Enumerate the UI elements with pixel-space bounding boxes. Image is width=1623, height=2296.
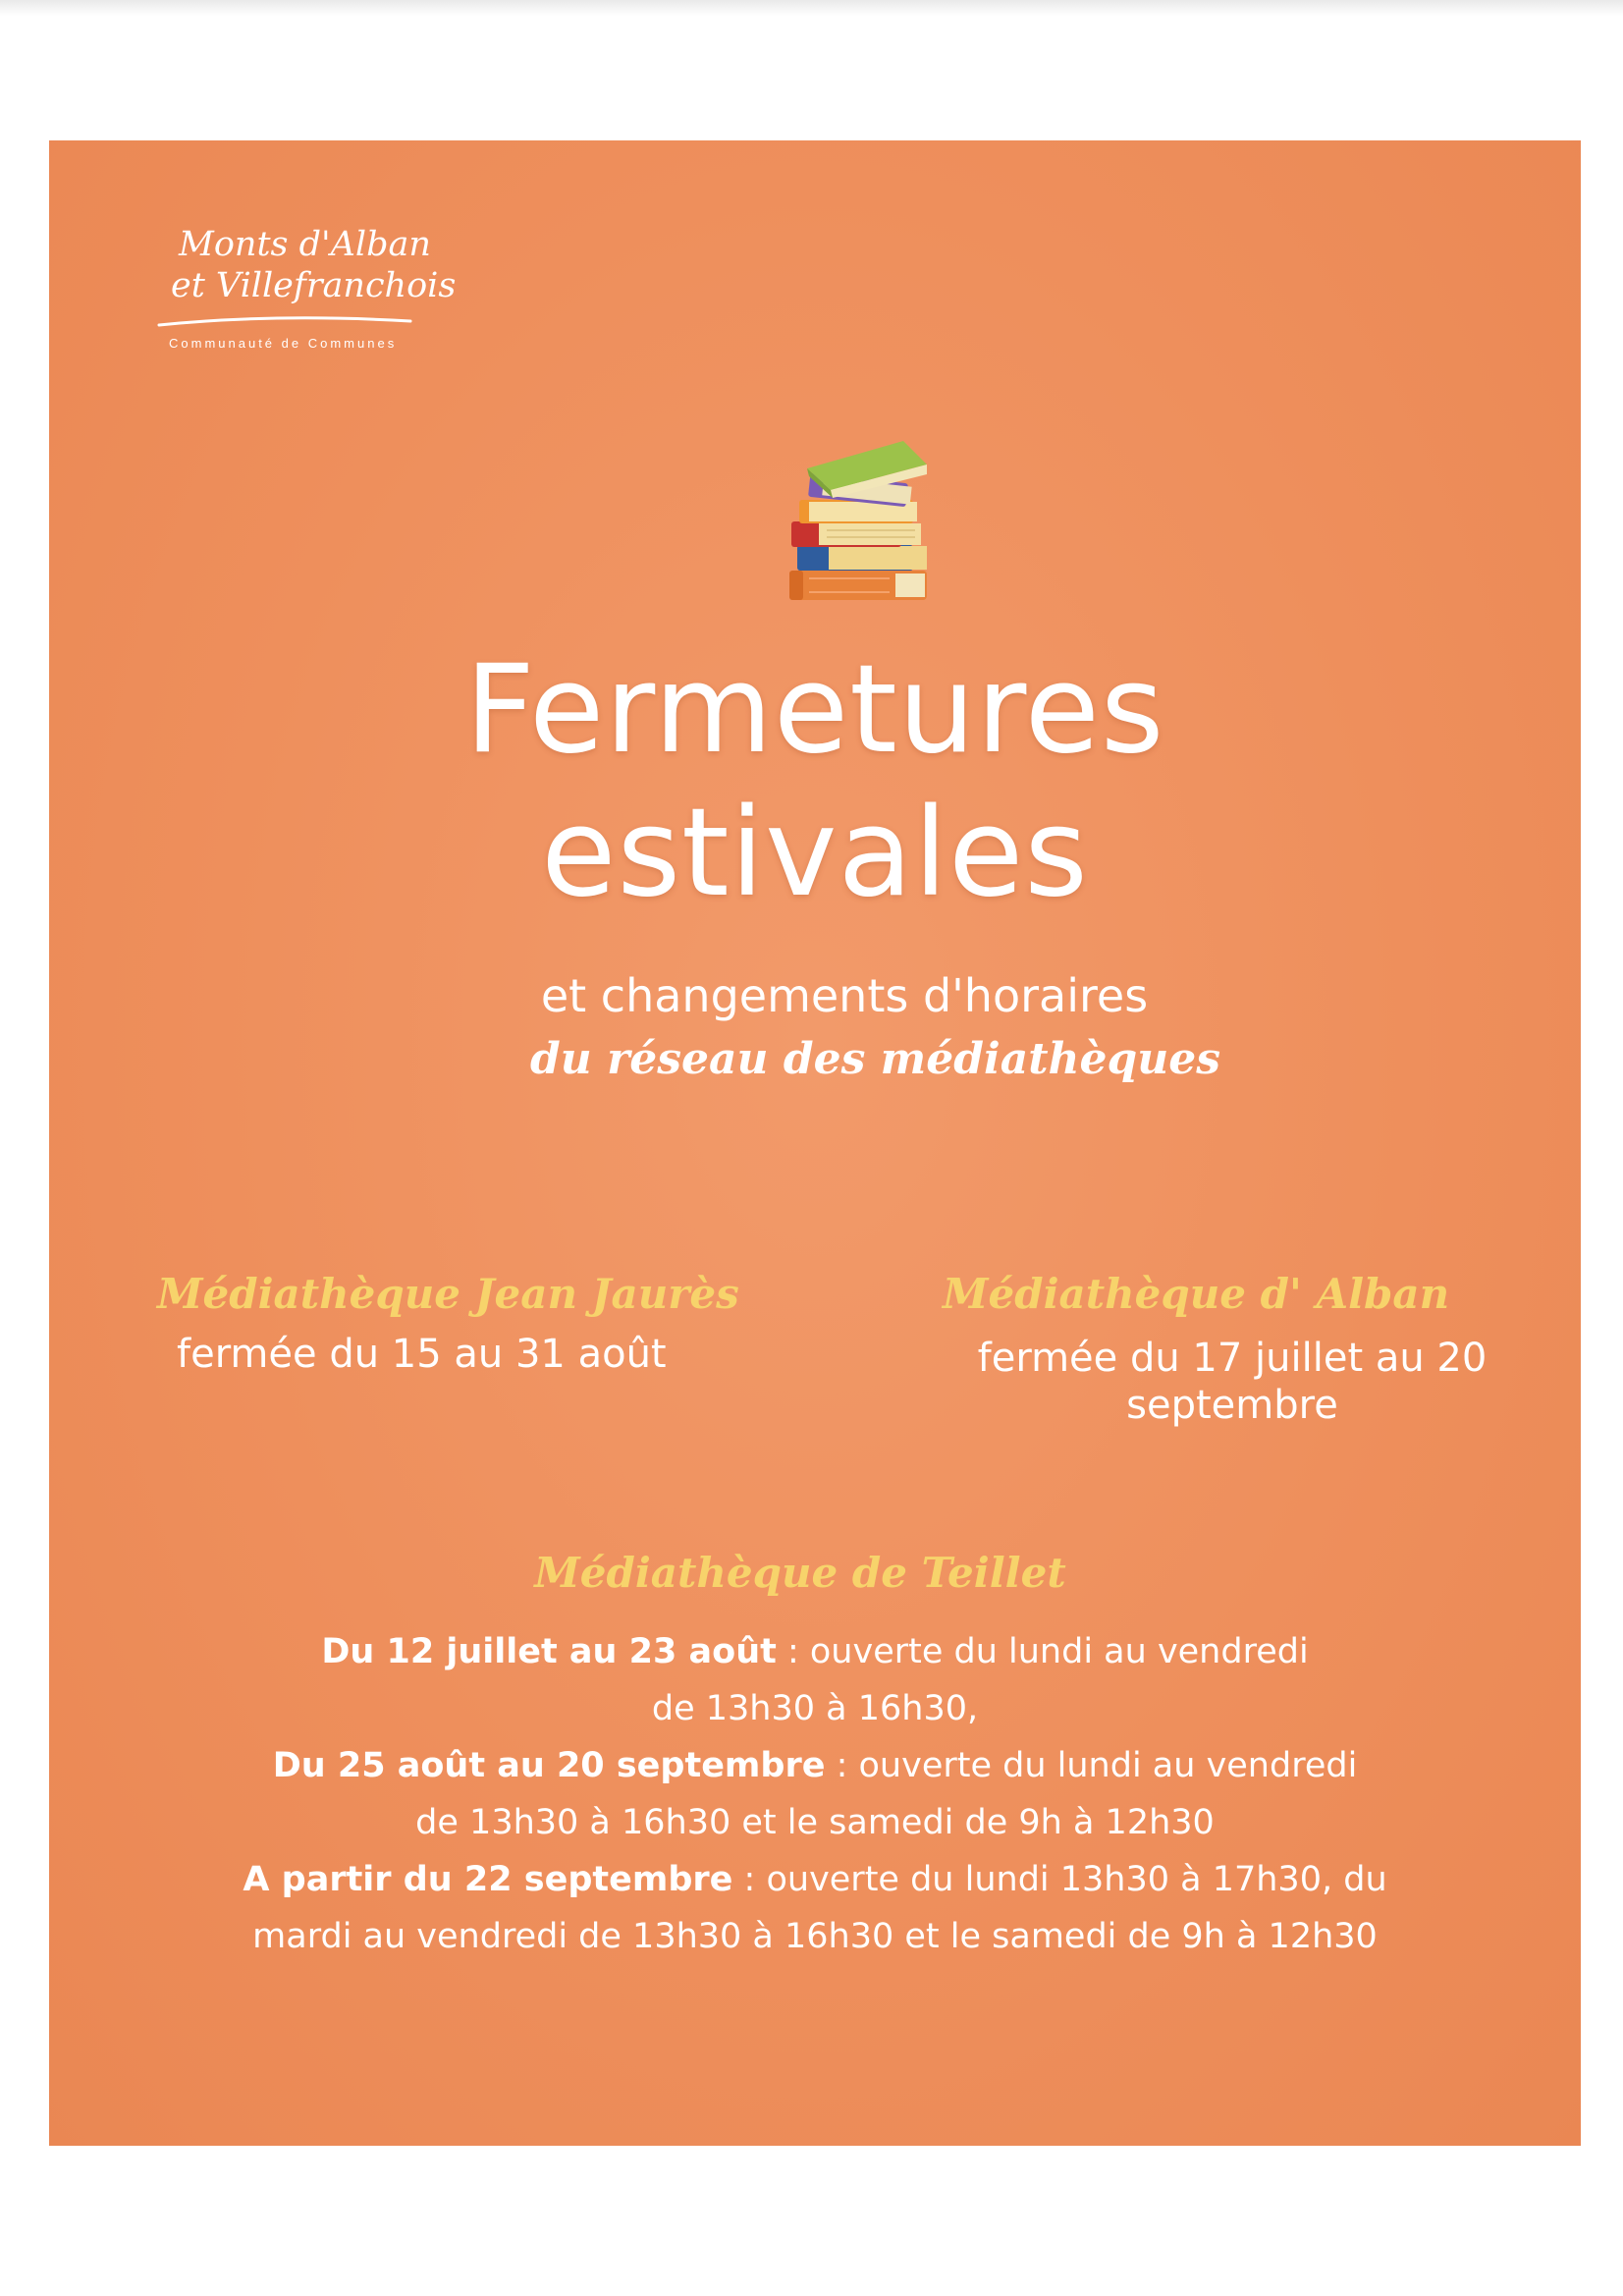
- schedule-line: de 13h30 à 16h30,: [651, 1689, 979, 1728]
- library-name-alban: Médiathèque d' Alban: [943, 1270, 1450, 1318]
- schedule-line: mardi au vendredi de 13h30 à 16h30 et le samedi de 9h à 12h30: [252, 1917, 1378, 1956]
- schedule-line: de 13h30 à 16h30 et le samedi de 9h à 12h30: [415, 1803, 1215, 1842]
- logo-line-1: Monts d'Alban: [179, 225, 431, 264]
- subtitle-line-2: du réseau des médiathèques: [530, 1034, 1221, 1084]
- library-hours-jean-jaures: fermée du 15 au 31 août: [177, 1332, 667, 1377]
- logo-subtitle: Communauté de Communes: [169, 336, 398, 351]
- library-hours-alban: fermée du 17 juillet au 20 septembre: [977, 1336, 1488, 1428]
- logo-line-2: et Villefranchois: [171, 266, 457, 305]
- title-line-2: estivales: [541, 783, 1089, 924]
- scan-edge: [0, 0, 1623, 16]
- library-name-jean-jaures: Médiathèque Jean Jaurès: [157, 1270, 739, 1318]
- poster: [49, 140, 1581, 2146]
- title-line-1: Fermetures: [464, 639, 1165, 781]
- schedule-line: A partir du 22 septembre : ouverte du lundi 13h30 à 17h30, du: [243, 1860, 1387, 1899]
- logo-swoosh-icon: [157, 315, 412, 329]
- teillet-schedule: [49, 1623, 1581, 1965]
- schedule-line: Du 12 juillet au 23 août : ouverte du lundi au vendredi: [321, 1632, 1309, 1671]
- stack-of-books-icon: [780, 435, 947, 607]
- logo: [106, 225, 457, 353]
- subtitle-line-1: et changements d'horaires: [540, 969, 1149, 1022]
- schedule-line: Du 25 août au 20 septembre : ouverte du lundi au vendredi: [272, 1746, 1358, 1785]
- library-name-teillet: Médiathèque de Teillet: [534, 1549, 1066, 1597]
